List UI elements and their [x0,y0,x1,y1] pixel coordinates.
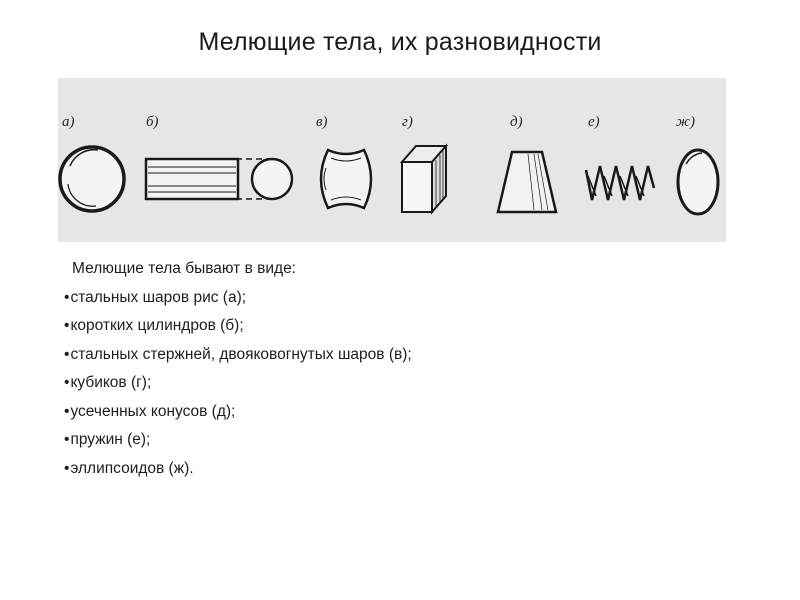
description-text [64,255,744,483]
list-item: • кубиков (г); [64,369,744,398]
slide-title: Мелющие тела, их разновидности [198,28,602,56]
list-item: • усеченных конусов (д); [64,398,744,427]
shapes-drawing [58,78,726,242]
truncated-cone-shape [498,152,556,212]
biconcave-ball-shape [321,150,371,208]
figure-label-b: б) [146,114,159,130]
steel-ball-shape [60,147,124,211]
figure-label-g: г) [402,114,413,130]
description-intro: Мелющие тела бывают в виде: [72,260,296,277]
list-item: • пружин (е); [64,426,744,455]
grinding-bodies-figure [58,78,726,242]
figure-label-v: в) [316,114,328,130]
list-item: • коротких цилиндров (б); [64,312,744,341]
list-item: • стальных стержней, двояковогнутых шаров (в); [64,341,744,370]
cylinder-shape [146,159,292,199]
ellipsoid-shape [678,150,718,214]
figure-label-d: д) [510,114,523,130]
figure-label-a: а) [62,114,75,130]
cube-shape [402,146,446,212]
figure-label-e: е) [588,114,600,130]
list-item: • стальных шаров рис (а); [64,284,744,313]
list-item: • эллипсоидов (ж). [64,455,744,484]
spring-shape [586,166,654,200]
figure-label-zh: ж) [676,114,695,130]
